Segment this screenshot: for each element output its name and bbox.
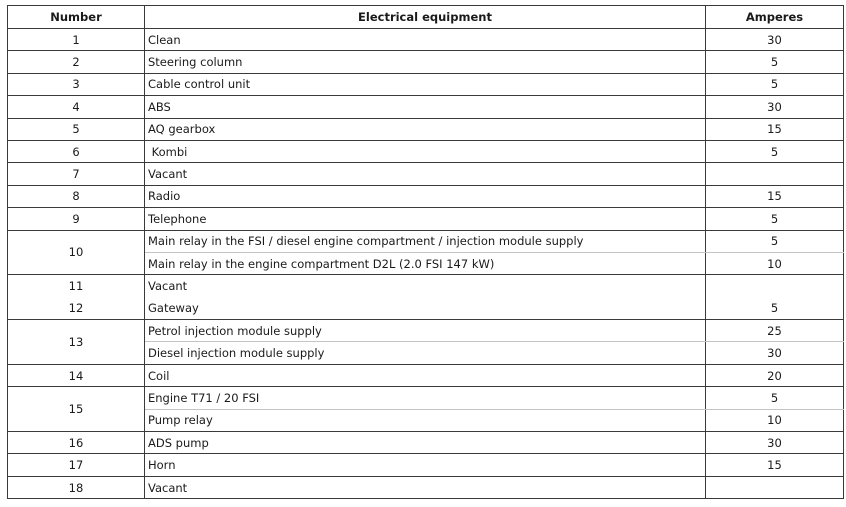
table-row [8, 96, 844, 118]
cell-equipment: Telephone [145, 208, 706, 230]
cell-equipment: Main relay in the FSI / diesel engine compartment / injection module supply [145, 230, 706, 252]
fuse-table [7, 5, 844, 499]
cell-equipment: Horn [145, 454, 706, 476]
cell-number: 15 [8, 387, 145, 432]
table-row [8, 140, 844, 162]
table-row [8, 387, 844, 409]
cell-number: 5 [8, 118, 145, 140]
cell-amperes: 5 [706, 230, 844, 252]
table-row [8, 320, 844, 342]
cell-amperes: 30 [706, 342, 844, 364]
header-number: Number [8, 6, 145, 29]
cell-number: 4 [8, 96, 145, 118]
cell-equipment: Kombi [145, 140, 706, 162]
cell-amperes: 5 [706, 297, 844, 319]
cell-equipment: Cable control unit [145, 73, 706, 95]
fuse-table-body [8, 29, 844, 499]
cell-amperes: 30 [706, 29, 844, 51]
cell-number: 8 [8, 185, 145, 207]
table-row [8, 275, 844, 297]
cell-amperes: 5 [706, 208, 844, 230]
table-row [8, 208, 844, 230]
cell-amperes: 5 [706, 51, 844, 73]
cell-equipment: ABS [145, 96, 706, 118]
cell-number: 3 [8, 73, 145, 95]
cell-number: 1 [8, 29, 145, 51]
cell-amperes: 20 [706, 364, 844, 386]
cell-number: 10 [8, 230, 145, 275]
cell-equipment: Clean [145, 29, 706, 51]
cell-amperes: 10 [706, 409, 844, 431]
cell-amperes: 5 [706, 387, 844, 409]
cell-equipment: Gateway [145, 297, 706, 319]
table-row [8, 432, 844, 454]
header-row [8, 6, 844, 29]
cell-number: 7 [8, 163, 145, 185]
cell-equipment: Steering column [145, 51, 706, 73]
cell-amperes [706, 163, 844, 185]
cell-number: 6 [8, 140, 145, 162]
cell-number: 2 [8, 51, 145, 73]
table-row [8, 230, 844, 252]
cell-equipment: Radio [145, 185, 706, 207]
cell-number: 16 [8, 432, 145, 454]
table-row [8, 51, 844, 73]
table-row [8, 476, 844, 498]
table-row [8, 163, 844, 185]
cell-equipment: Vacant [145, 163, 706, 185]
cell-equipment: Pump relay [145, 409, 706, 431]
cell-number: 9 [8, 208, 145, 230]
cell-amperes: 5 [706, 73, 844, 95]
cell-amperes: 30 [706, 96, 844, 118]
cell-amperes [706, 275, 844, 297]
cell-amperes [706, 476, 844, 498]
table-row [8, 185, 844, 207]
table-row [8, 29, 844, 51]
cell-equipment: Engine T71 / 20 FSI [145, 387, 706, 409]
cell-number: 17 [8, 454, 145, 476]
cell-amperes: 15 [706, 118, 844, 140]
table-row [8, 73, 844, 95]
header-amperes: Amperes [706, 6, 844, 29]
cell-amperes: 15 [706, 185, 844, 207]
cell-equipment: Main relay in the engine compartment D2L (2.0 FSI 147 kW) [145, 252, 706, 274]
cell-amperes: 30 [706, 432, 844, 454]
cell-number: 12 [8, 297, 145, 319]
cell-amperes: 5 [706, 140, 844, 162]
cell-equipment: Vacant [145, 476, 706, 498]
cell-amperes: 15 [706, 454, 844, 476]
cell-number: 13 [8, 320, 145, 365]
cell-number: 18 [8, 476, 145, 498]
cell-equipment: Vacant [145, 275, 706, 297]
table-row [8, 118, 844, 140]
table-row [8, 454, 844, 476]
cell-equipment: ADS pump [145, 432, 706, 454]
table-row [8, 364, 844, 386]
header-equipment: Electrical equipment [145, 6, 706, 29]
cell-equipment: AQ gearbox [145, 118, 706, 140]
cell-number: 11 [8, 275, 145, 297]
cell-equipment: Diesel injection module supply [145, 342, 706, 364]
cell-number: 14 [8, 364, 145, 386]
cell-equipment: Petrol injection module supply [145, 320, 706, 342]
table-row [8, 297, 844, 319]
fuse-table-header [8, 6, 844, 29]
cell-amperes: 25 [706, 320, 844, 342]
cell-amperes: 10 [706, 252, 844, 274]
cell-equipment: Coil [145, 364, 706, 386]
